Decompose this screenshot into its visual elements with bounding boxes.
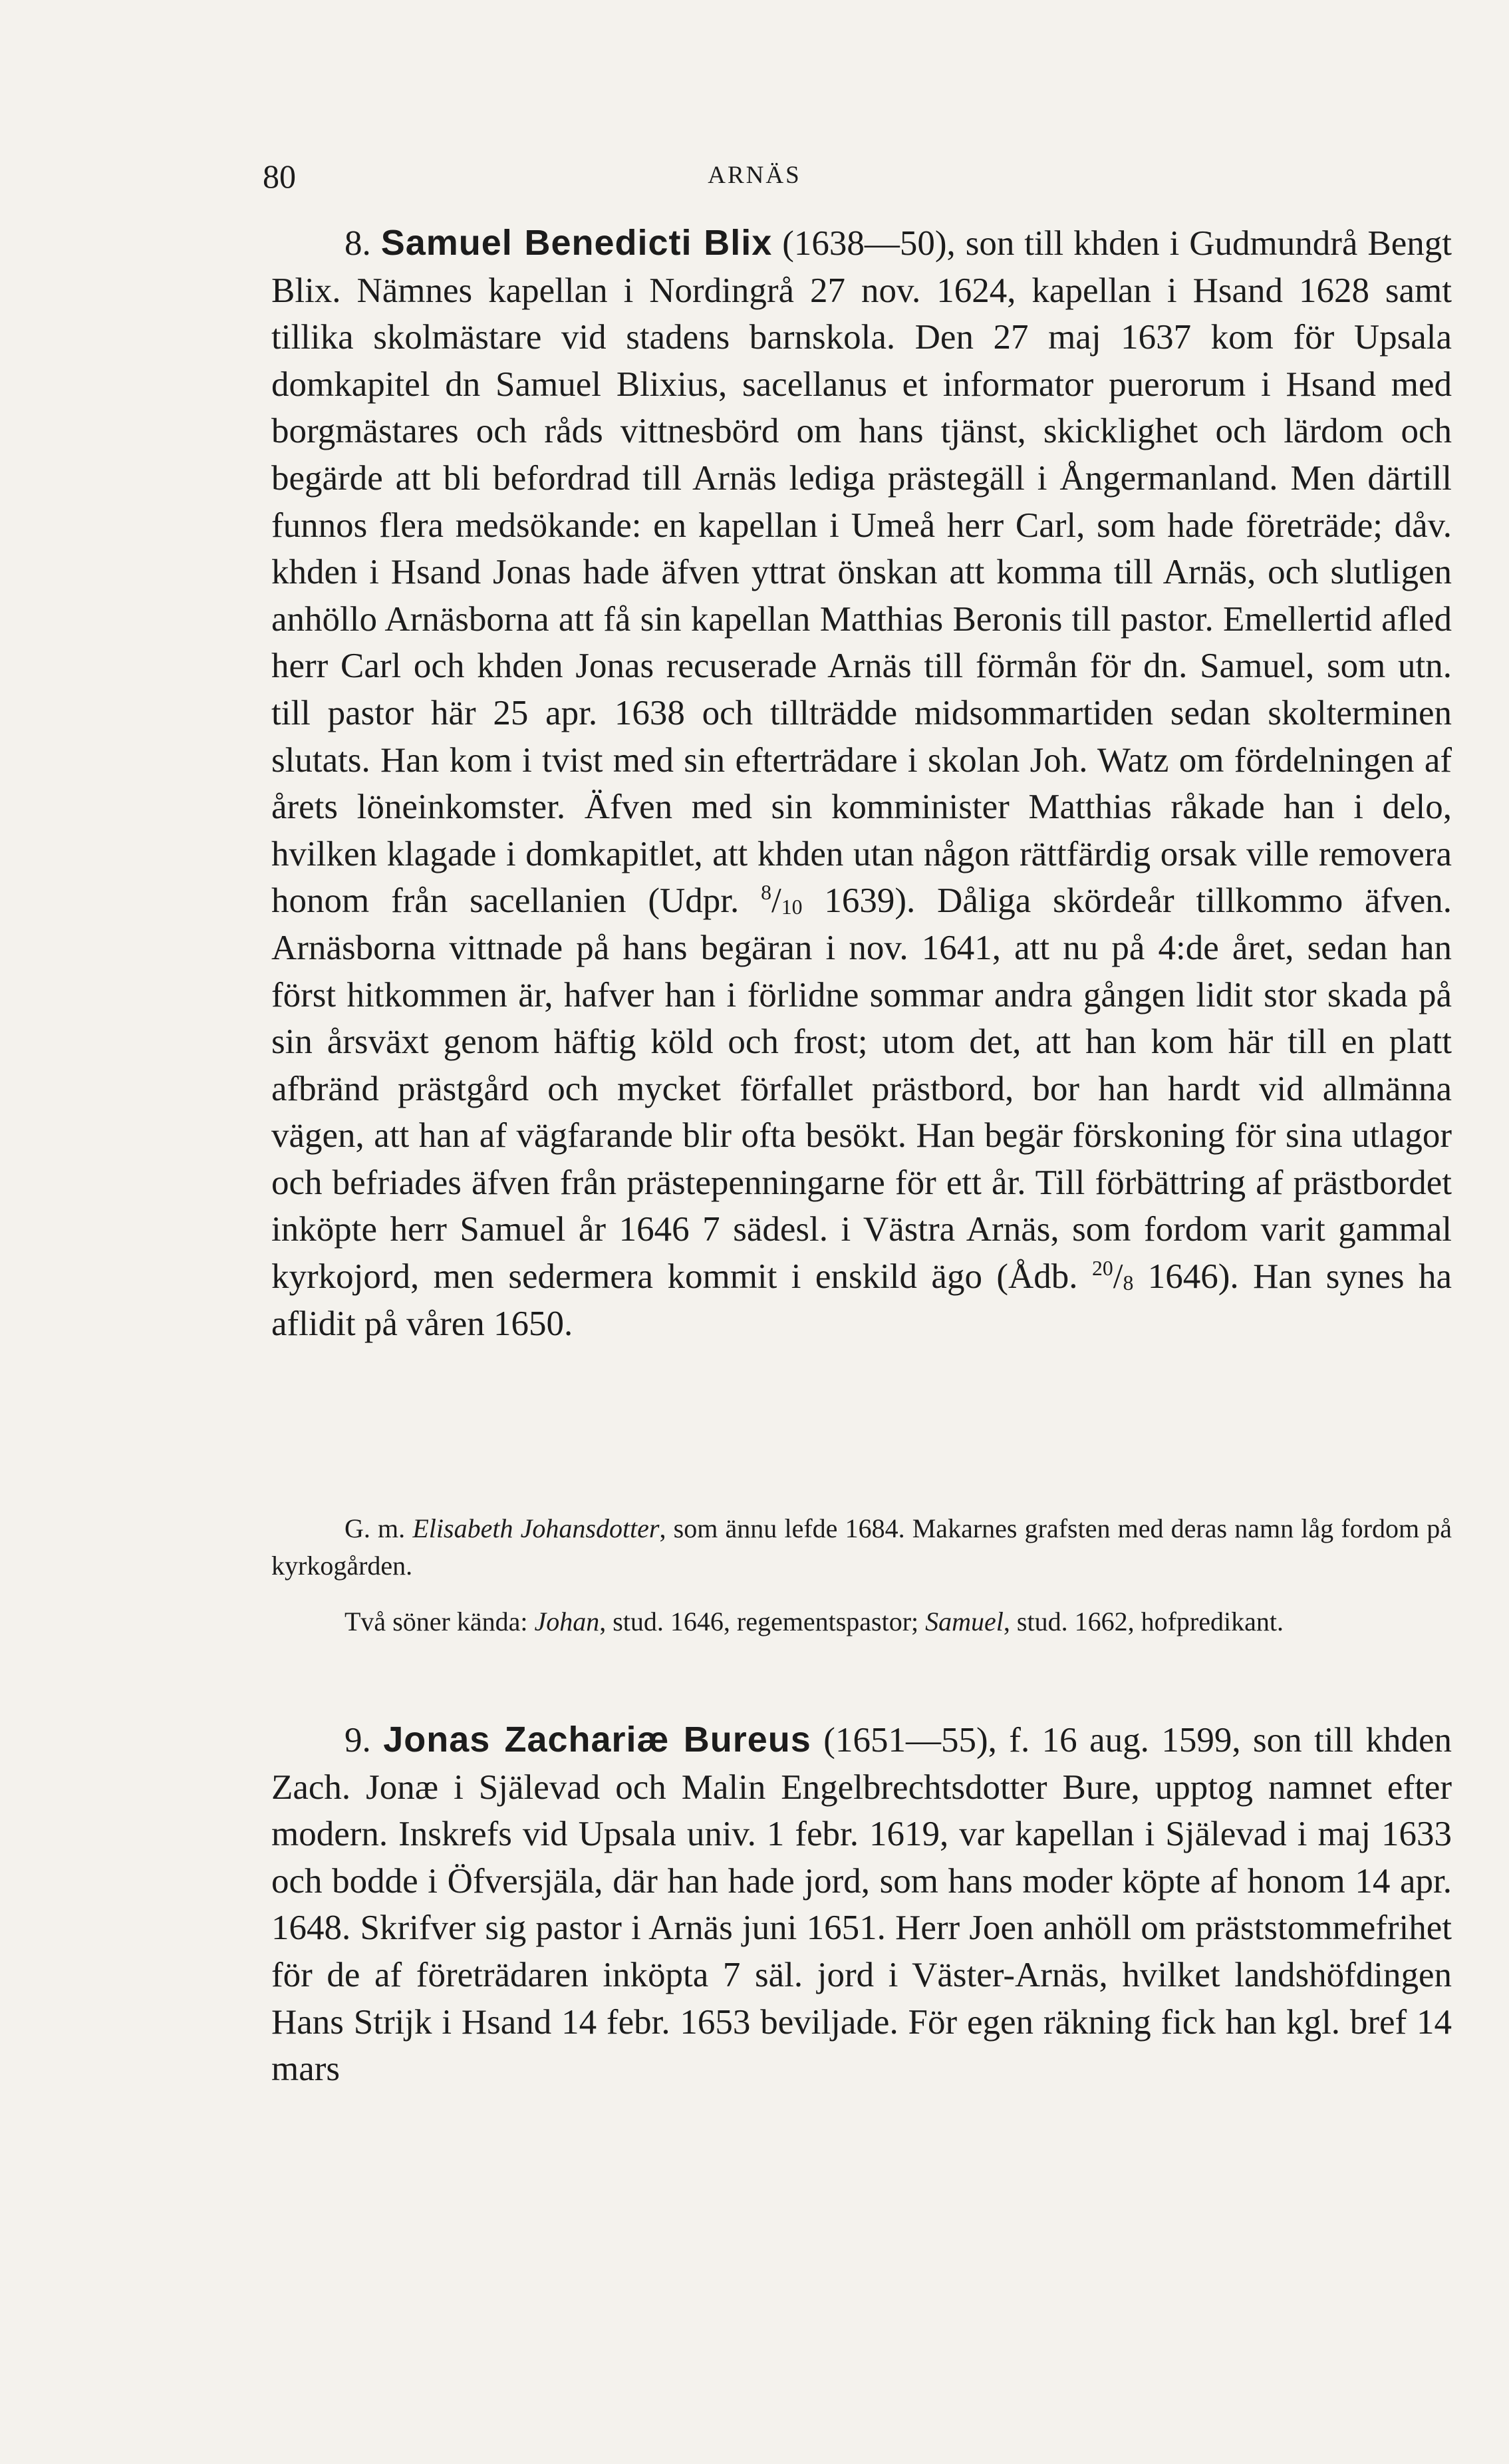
entry-8-text-a: (1638—50), son till khden i Gudmundrå Bengt Blix. Nämnes kapellan i Nordingrå 27 nov. 1624, kapellan i Hsand 1628 samt tillika skolmästare vid stadens barnskola. Den 27 maj 1637 kom för Upsala domkapitel dn Samuel Blixius, sacellanus et informator puerorum i Hsand med borgmästares och råds vittnesbörd om hans tjänst, skicklighet och lärdom och begärde att bli befordrad till Arnäs lediga prästegäll i Ångermanland. Men därtill funnos flera medsökande: en kapellan i Umeå herr Carl, som hade företräde; dåv. khden i Hsand Jonas hade äfven yttrat önskan att komma till Arnäs, och slutligen anhöllo Arnäsborna att få sin kapellan Matthias Beronis till pastor. Emellertid afled herr Carl och khden Jonas recuserade Arnäs till förmån för dn. Samuel, som utn. till pastor här 25 apr. 1638 och tillträdde midsommartiden sedan skolterminen slutats. Han kom i tvist med sin efterträdare i skolan Joh. Watz om fördelningen af årets löneinkomster. Äfven med sin komminister Matthias råkade han i delo, hvilken klagade i domkapitlet, att khden utan någon rättfärdig orsak ville removera honom från sacellanien (Udpr. xyxy=(271,224,1452,921)
running-head: ARNÄS xyxy=(708,162,801,189)
note-son-2-name: Samuel xyxy=(925,1607,1004,1636)
fraction-1-numerator: 8 xyxy=(761,881,771,905)
note-spouse-rest: , som ännu lefde 1684. Makarnes grafsten med deras namn låg fordom på kyrkogården. xyxy=(271,1513,1452,1581)
entry-8-text-b: 1639). Dåliga skördeår tillkommo äfven. Arnäsborna vittnade på hans begäran i nov. 1641, att nu på 4:de året, sedan han först hitkommen är, hafver han i förlidne sommar andra gången lidit stor skada på sin årsväxt genom häftig köld och frost; utom det, att han kom här till en platt afbränd prästgård och mycket förfallet prästbord, bor han hardt vid allmänna vägen, att han af vägfarande blir ofta besökt. Han begär förskoning för sina utlagor och befriades äfven från prästepenningarne för ett år. Till förbättring af prästbordet inköpte herr Samuel år 1646 7 sädesl. i Västra Arnäs, som fordom varit gammal kyrkojord, men sedermera kommit i enskild ägo (Ådb. xyxy=(271,881,1452,1297)
entry-8-text-c: 1646). Han synes ha aflidit på våren 1650. xyxy=(271,1257,1452,1343)
note-sons-prefix: Två söner kända: xyxy=(344,1607,535,1636)
entry-9-number: 9. xyxy=(344,1721,371,1760)
note-son-1-rest: , stud. 1646, regementspastor; xyxy=(599,1607,926,1636)
note-spouse-prefix: G. m. xyxy=(344,1513,413,1543)
note-spouse-name: Elisabeth Johansdotter xyxy=(412,1513,660,1543)
fraction-1-denominator: 10 xyxy=(781,895,803,919)
note-son-1-name: Johan xyxy=(534,1607,600,1636)
fraction-2-denominator: 8 xyxy=(1123,1271,1134,1295)
note-spouse xyxy=(271,1510,1452,1585)
note-sons xyxy=(271,1603,1452,1640)
note-son-2-rest: , stud. 1662, hofpredikant. xyxy=(1003,1607,1284,1636)
entry-8-name: Samuel Benedicti Blix xyxy=(380,223,773,263)
entry-8-number: 8. xyxy=(344,224,371,263)
entry-9-paragraph xyxy=(271,1716,1452,2093)
fraction-2-numerator: 20 xyxy=(1091,1256,1113,1280)
entry-9-name: Jonas Zachariæ Bureus xyxy=(383,1720,811,1760)
page-number: 80 xyxy=(263,158,296,195)
entry-8-paragraph: 8. Samuel Benedicti Blix (1638—50), son till khden i Gudmundrå Bengt Blix. Nämnes kapellan i Nordingrå 27 nov. 1624, kapellan i Hsand 1628 samt tillika skolmästare vid stadens barnskola. Den 27 maj 1637 kom för Upsala domkapitel dn Samuel Blixius, sacellanus et informator puerorum i Hsand med borgmästares och råds vittnesbörd om hans tjänst, skicklighet och lärdom och begärde att bli befordrad till Arnäs lediga prästegäll i Ångermanland. Men därtill funnos flera medsökande: en kapellan i Umeå herr Carl, som hade företräde; dåv. khden i Hsand Jonas hade äfven yttrat önskan att komma till Arnäs, och slutligen anhöllo Arnäsborna att få sin kapellan Matthias Beronis till pastor. Emellertid afled herr Carl och khden Jonas recuserade Arnäs till förmån för dn. Samuel, som utn. till pastor här 25 apr. 1638 och tillträdde midsommartiden sedan skolterminen slutats. Han kom i tvist med sin efterträdare i skolan Joh. Watz om fördelningen af årets löneinkomster. Äfven med sin komminister Matthias råkade han i delo, hvilken klagade i domkapitlet, att khden utan någon rättfärdig orsak ville removera honom från sacellanien (Udpr. $^8/_{10}$ 1639). Dåliga skördeår tillkommo äfven. Arnäsborna vittnade på hans begäran i nov. 1641, att nu på 4:de året, sedan han först hitkommen är, hafver han i förlidne sommar andra gången lidit stor skada på sin årsväxt genom häftig köld och frost; utom det, att han kom här till en platt afbränd prästgård och mycket förfallet prästbord, bor han hardt vid allmänna vägen, att han af vägfarande blir ofta besökt. Han begär förskoning för sina utlagor och befriades äfven från prästepenningarne för ett år. Till förbättring af prästbordet inköpte herr Samuel år 1646 7 sädesl. i Västra Arnäs, som fordom varit gammal kyrkojord, men sedermera kommit i enskild ägo (Ådb. $^{20}/_8$ 1646). Han synes ha aflidit på våren 1650. xyxy=(271,223,1452,1343)
entry-9-text: (1651—55), f. 16 aug. 1599, son till khden Zach. Jonæ i Själevad och Malin Engelbrechtsdotter Bure, upptog namnet efter modern. Inskrefs vid Upsala univ. 1 febr. 1619, var kapellan i Själevad i maj 1633 och bodde i Öfversjäla, där han hade jord, som hans moder köpte af honom 14 apr. 1648. Skrifver sig pastor i Arnäs juni 1651. Herr Joen anhöll om präststommefrihet för de af företrädaren inköpta 7 säl. jord i Väster-Arnäs, hvilket landshöfdingen Hans Strijk i Hsand 14 febr. 1653 beviljade. För egen räkning fick han kgl. bref 14 mars xyxy=(271,1721,1452,2089)
